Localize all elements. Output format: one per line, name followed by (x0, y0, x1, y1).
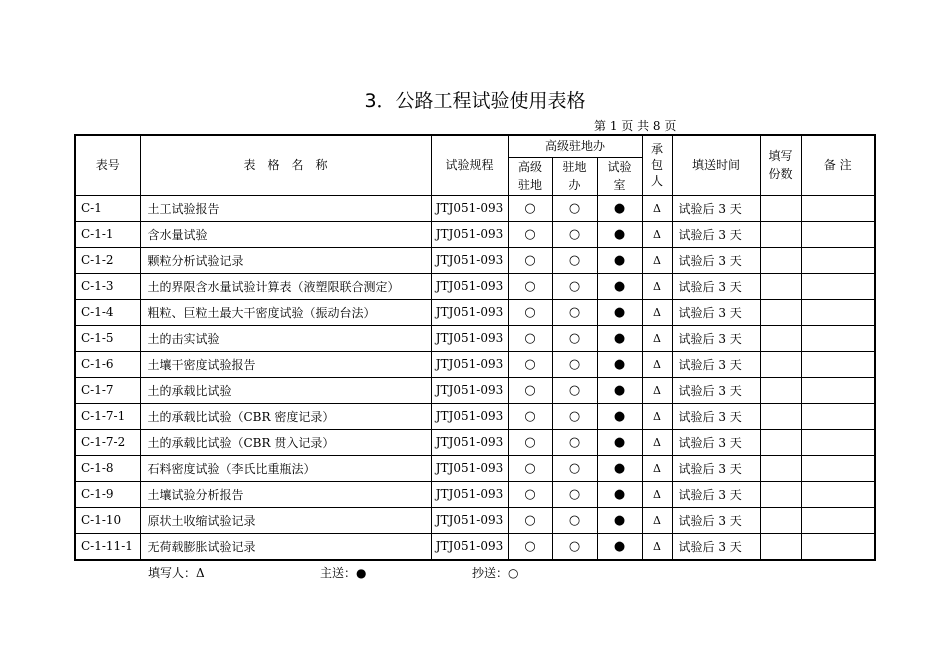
row-spec: JTJ051-093 (431, 455, 508, 481)
mark-lab: ● (597, 481, 642, 507)
mark-senior: ○ (508, 507, 552, 533)
row-remark (801, 429, 875, 455)
mark-contractor: Δ (642, 351, 672, 377)
row-send-time: 试验后 3 天 (672, 195, 760, 221)
row-code: C-1-11-1 (75, 533, 140, 560)
row-copies (760, 221, 801, 247)
row-copies (760, 403, 801, 429)
mark-contractor: Δ (642, 533, 672, 560)
row-name: 颗粒分析试验记录 (140, 247, 431, 273)
mark-lab: ● (597, 195, 642, 221)
row-copies (760, 351, 801, 377)
table-row (75, 247, 875, 273)
table-row (75, 533, 875, 560)
row-name: 土的承载比试验（CBR 贯入记录） (140, 429, 431, 455)
header-remark: 备 注 (801, 135, 875, 195)
row-remark (801, 325, 875, 351)
table-row (75, 299, 875, 325)
row-remark (801, 195, 875, 221)
mark-senior: ○ (508, 351, 552, 377)
mark-contractor: Δ (642, 195, 672, 221)
mark-lab: ● (597, 429, 642, 455)
mark-senior: ○ (508, 377, 552, 403)
header-send-time: 填送时间 (672, 135, 760, 195)
row-name: 石料密度试验（李氏比重瓶法） (140, 455, 431, 481)
row-copies (760, 533, 801, 560)
row-remark (801, 507, 875, 533)
row-send-time: 试验后 3 天 (672, 533, 760, 560)
row-spec: JTJ051-093 (431, 351, 508, 377)
mark-lab: ● (597, 221, 642, 247)
row-code: C-1 (75, 195, 140, 221)
mark-contractor: Δ (642, 403, 672, 429)
mark-office: ○ (552, 351, 597, 377)
mark-lab: ● (597, 507, 642, 533)
row-code: C-1-2 (75, 247, 140, 273)
row-copies (760, 481, 801, 507)
row-remark (801, 221, 875, 247)
row-spec: JTJ051-093 (431, 221, 508, 247)
row-remark (801, 481, 875, 507)
table-row (75, 351, 875, 377)
mark-office: ○ (552, 325, 597, 351)
mark-contractor: Δ (642, 429, 672, 455)
row-copies (760, 195, 801, 221)
row-send-time: 试验后 3 天 (672, 221, 760, 247)
row-name: 土工试验报告 (140, 195, 431, 221)
mark-office: ○ (552, 273, 597, 299)
mark-lab: ● (597, 455, 642, 481)
row-name: 土壤干密度试验报告 (140, 351, 431, 377)
mark-senior: ○ (508, 481, 552, 507)
row-spec: JTJ051-093 (431, 377, 508, 403)
row-name: 无荷载膨胀试验记录 (140, 533, 431, 560)
table-row (75, 455, 875, 481)
mark-office: ○ (552, 455, 597, 481)
row-code: C-1-7 (75, 377, 140, 403)
row-name: 原状土收缩试验记录 (140, 507, 431, 533)
table-row (75, 507, 875, 533)
row-spec: JTJ051-093 (431, 273, 508, 299)
row-send-time: 试验后 3 天 (672, 455, 760, 481)
row-name: 土的击实试验 (140, 325, 431, 351)
row-spec: JTJ051-093 (431, 247, 508, 273)
table-row (75, 325, 875, 351)
row-name: 土的承载比试验 (140, 377, 431, 403)
row-code: C-1-1 (75, 221, 140, 247)
row-copies (760, 507, 801, 533)
table-row (75, 273, 875, 299)
header-sub-senior: 高级驻地 (508, 157, 552, 195)
row-code: C-1-9 (75, 481, 140, 507)
header-group: 高级驻地办 (508, 135, 642, 157)
legend-filler: 填写人：Δ (148, 566, 205, 580)
mark-contractor: Δ (642, 299, 672, 325)
row-send-time: 试验后 3 天 (672, 403, 760, 429)
table-row (75, 403, 875, 429)
row-code: C-1-7-2 (75, 429, 140, 455)
row-remark (801, 273, 875, 299)
row-spec: JTJ051-093 (431, 195, 508, 221)
mark-contractor: Δ (642, 377, 672, 403)
mark-office: ○ (552, 247, 597, 273)
mark-senior: ○ (508, 273, 552, 299)
mark-office: ○ (552, 429, 597, 455)
header-code: 表号 (75, 135, 140, 195)
mark-lab: ● (597, 299, 642, 325)
mark-lab: ● (597, 351, 642, 377)
header-name: 表 格 名 称 (140, 135, 431, 195)
mark-senior: ○ (508, 403, 552, 429)
header-spec: 试验规程 (431, 135, 508, 195)
row-name: 含水量试验 (140, 221, 431, 247)
row-copies (760, 273, 801, 299)
mark-senior: ○ (508, 221, 552, 247)
mark-office: ○ (552, 481, 597, 507)
mark-office: ○ (552, 299, 597, 325)
header-sub-lab: 试验室 (597, 157, 642, 195)
table-row (75, 195, 875, 221)
mark-contractor: Δ (642, 247, 672, 273)
mark-senior: ○ (508, 195, 552, 221)
mark-office: ○ (552, 403, 597, 429)
row-send-time: 试验后 3 天 (672, 273, 760, 299)
row-send-time: 试验后 3 天 (672, 429, 760, 455)
mark-senior: ○ (508, 455, 552, 481)
legend-main: 主送：● (320, 566, 367, 580)
mark-contractor: Δ (642, 325, 672, 351)
row-copies (760, 325, 801, 351)
row-copies (760, 429, 801, 455)
row-remark (801, 533, 875, 560)
mark-senior: ○ (508, 247, 552, 273)
table-row (75, 377, 875, 403)
row-name: 粗粒、巨粒土最大干密度试验（振动台法） (140, 299, 431, 325)
row-send-time: 试验后 3 天 (672, 351, 760, 377)
mark-office: ○ (552, 507, 597, 533)
header-copies: 填写份数 (760, 135, 801, 195)
page-number: 第 1 页 共 8 页 (594, 119, 677, 133)
mark-senior: ○ (508, 325, 552, 351)
row-send-time: 试验后 3 天 (672, 247, 760, 273)
row-code: C-1-4 (75, 299, 140, 325)
row-code: C-1-8 (75, 455, 140, 481)
row-code: C-1-6 (75, 351, 140, 377)
mark-contractor: Δ (642, 481, 672, 507)
table-row (75, 481, 875, 507)
mark-contractor: Δ (642, 221, 672, 247)
page-title: 3．公路工程试验使用表格 (364, 90, 586, 112)
row-remark (801, 351, 875, 377)
row-copies (760, 299, 801, 325)
table-row (75, 221, 875, 247)
row-name: 土的承载比试验（CBR 密度记录） (140, 403, 431, 429)
row-remark (801, 403, 875, 429)
row-name: 土壤试验分析报告 (140, 481, 431, 507)
row-remark (801, 455, 875, 481)
mark-office: ○ (552, 377, 597, 403)
row-remark (801, 377, 875, 403)
row-send-time: 试验后 3 天 (672, 507, 760, 533)
header-sub-office: 驻地办 (552, 157, 597, 195)
row-spec: JTJ051-093 (431, 507, 508, 533)
row-code: C-1-5 (75, 325, 140, 351)
row-remark (801, 247, 875, 273)
mark-senior: ○ (508, 429, 552, 455)
row-spec: JTJ051-093 (431, 429, 508, 455)
row-copies (760, 247, 801, 273)
mark-contractor: Δ (642, 273, 672, 299)
table-row (75, 429, 875, 455)
mark-contractor: Δ (642, 507, 672, 533)
row-spec: JTJ051-093 (431, 299, 508, 325)
mark-contractor: Δ (642, 455, 672, 481)
mark-lab: ● (597, 533, 642, 560)
row-send-time: 试验后 3 天 (672, 377, 760, 403)
row-remark (801, 299, 875, 325)
header-contractor: 承包人 (642, 135, 672, 195)
row-code: C-1-3 (75, 273, 140, 299)
mark-office: ○ (552, 533, 597, 560)
row-spec: JTJ051-093 (431, 481, 508, 507)
mark-lab: ● (597, 273, 642, 299)
mark-senior: ○ (508, 299, 552, 325)
mark-lab: ● (597, 403, 642, 429)
row-code: C-1-7-1 (75, 403, 140, 429)
mark-lab: ● (597, 325, 642, 351)
row-copies (760, 377, 801, 403)
row-spec: JTJ051-093 (431, 403, 508, 429)
row-spec: JTJ051-093 (431, 533, 508, 560)
row-send-time: 试验后 3 天 (672, 325, 760, 351)
mark-senior: ○ (508, 533, 552, 560)
mark-office: ○ (552, 195, 597, 221)
row-send-time: 试验后 3 天 (672, 481, 760, 507)
row-send-time: 试验后 3 天 (672, 299, 760, 325)
row-name: 土的界限含水量试验计算表（液塑限联合测定） (140, 273, 431, 299)
mark-lab: ● (597, 247, 642, 273)
mark-lab: ● (597, 377, 642, 403)
forms-table (74, 134, 876, 561)
mark-office: ○ (552, 221, 597, 247)
legend-cc: 抄送：○ (472, 566, 519, 580)
row-code: C-1-10 (75, 507, 140, 533)
row-spec: JTJ051-093 (431, 325, 508, 351)
row-copies (760, 455, 801, 481)
